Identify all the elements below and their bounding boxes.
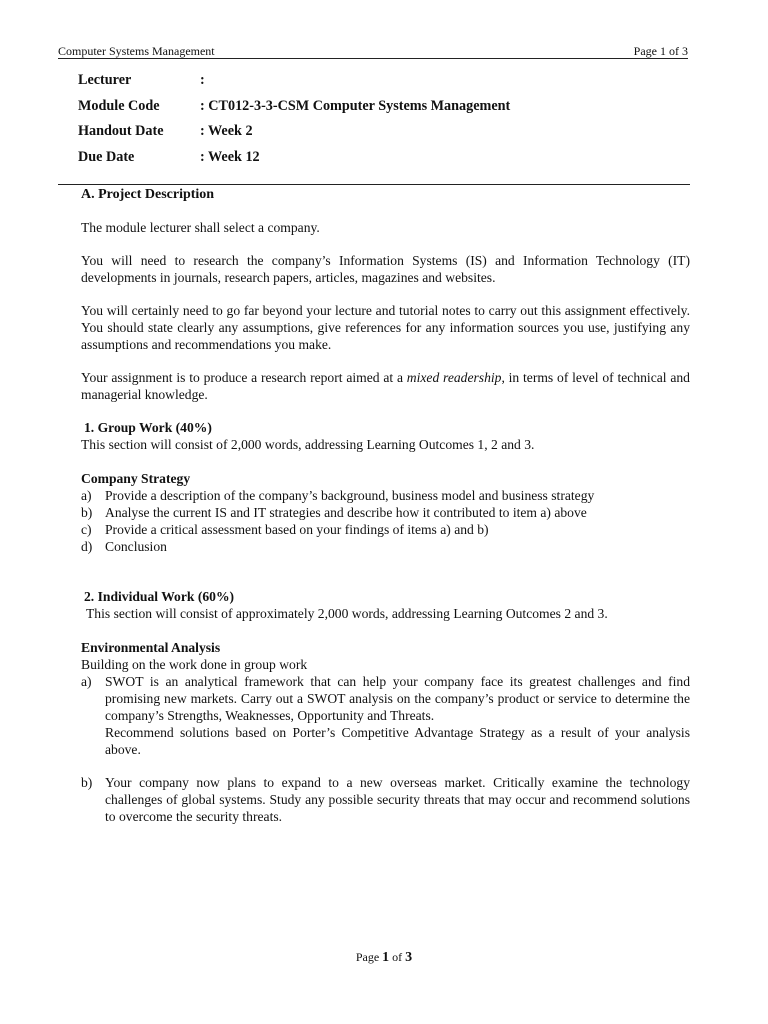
list-text: SWOT is an analytical framework that can help your company face its greatest challenges and find promising new markets. Carry out a SWOT analysis on the company’s product or service to determine the company’s Strengths, Weaknesses, Opportunity and Threats. (105, 674, 690, 723)
meta-value: : Week 2 (200, 123, 253, 139)
section-a-heading: A. Project Description (81, 187, 215, 202)
list-marker: a) (81, 674, 92, 689)
list-marker: b) (81, 775, 93, 790)
company-strategy-heading: Company Strategy (81, 471, 191, 486)
footer-page-number: 1 (382, 950, 390, 965)
footer-page-total: 3 (405, 950, 413, 965)
meta-value: : (200, 72, 205, 88)
meta-value: : Week 12 (200, 148, 260, 165)
paragraph: You will certainly need to go far beyond your lecture and tutorial notes to carry out this assignment effectively. You should state clearly any assumptions, give references for any information sources you use, justifying any assumptions and recommendations you make. (81, 303, 690, 352)
running-header-title: Computer Systems Management (58, 44, 215, 58)
list-marker: b) (81, 505, 93, 520)
paragraph-text: Your assignment is to produce a research report aimed at a (81, 370, 407, 385)
list-item (81, 538, 690, 555)
list-item (81, 487, 690, 504)
footer-page-word: Page (355, 950, 383, 964)
individual-work-desc: This section will consist of approximately 2,000 words, addressing Learning Outcomes 2 and 3. (86, 606, 608, 621)
running-header-page: Page 1 of 3 (633, 44, 688, 58)
intro-text: Building on the work done in group work (81, 657, 308, 672)
list-text: Recommend solutions based on Porter’s Competitive Advantage Strategy as a result of your analysis above. (105, 725, 690, 757)
meta-row-module-code (78, 98, 698, 124)
paragraph: You will need to research the company’s Information Systems (IS) and Information Technology (IT) developments in journals, research papers, articles, magazines and websites. (81, 253, 690, 285)
section-rule (58, 184, 690, 185)
header-rule (58, 58, 688, 59)
paragraph (81, 369, 690, 403)
page-footer (0, 950, 768, 966)
environmental-analysis-heading: Environmental Analysis (81, 640, 221, 655)
paragraph-text: , in terms of level of technical and managerial knowledge. (81, 370, 690, 402)
meta-key: Handout Date (78, 123, 164, 139)
document-body (81, 186, 690, 825)
list-item (81, 673, 690, 758)
meta-key: Lecturer (78, 72, 132, 88)
list-item (81, 504, 690, 521)
individual-work-heading: 2. Individual Work (60%) (84, 589, 235, 604)
meta-key: Module Code (78, 97, 160, 114)
list-text: Provide a description of the company’s background, business model and business strategy (105, 488, 595, 503)
list-marker: d) (81, 539, 93, 554)
list-marker: c) (81, 522, 92, 537)
group-work-heading: 1. Group Work (40%) (84, 420, 212, 435)
meta-row-handout-date (78, 123, 698, 149)
list-text: Analyse the current IS and IT strategies and describe how it contributed to item a) above (105, 505, 587, 520)
footer-of-word: of (389, 950, 406, 964)
module-info (78, 72, 698, 174)
meta-key: Due Date (78, 148, 135, 165)
list-text: Your company now plans to expand to a new overseas market. Critically examine the technology challenges of global systems. Study any possible security threats that may occur and recommend solutions to overcome the security threats. (105, 775, 690, 824)
list-text: Conclusion (105, 539, 167, 554)
meta-value: : CT012-3-3-CSM Computer Systems Management (200, 97, 511, 114)
list-marker: a) (81, 488, 92, 503)
paragraph: The module lecturer shall select a company. (81, 220, 320, 235)
meta-row-due-date (78, 149, 698, 175)
meta-row-lecturer (78, 72, 698, 98)
list-item (81, 774, 690, 825)
list-text: Provide a critical assessment based on your findings of items a) and b) (105, 522, 489, 537)
group-work-desc: This section will consist of 2,000 words, addressing Learning Outcomes 1, 2 and 3. (81, 437, 535, 452)
list-item (81, 521, 690, 538)
emphasis-text: mixed readership (406, 370, 502, 385)
